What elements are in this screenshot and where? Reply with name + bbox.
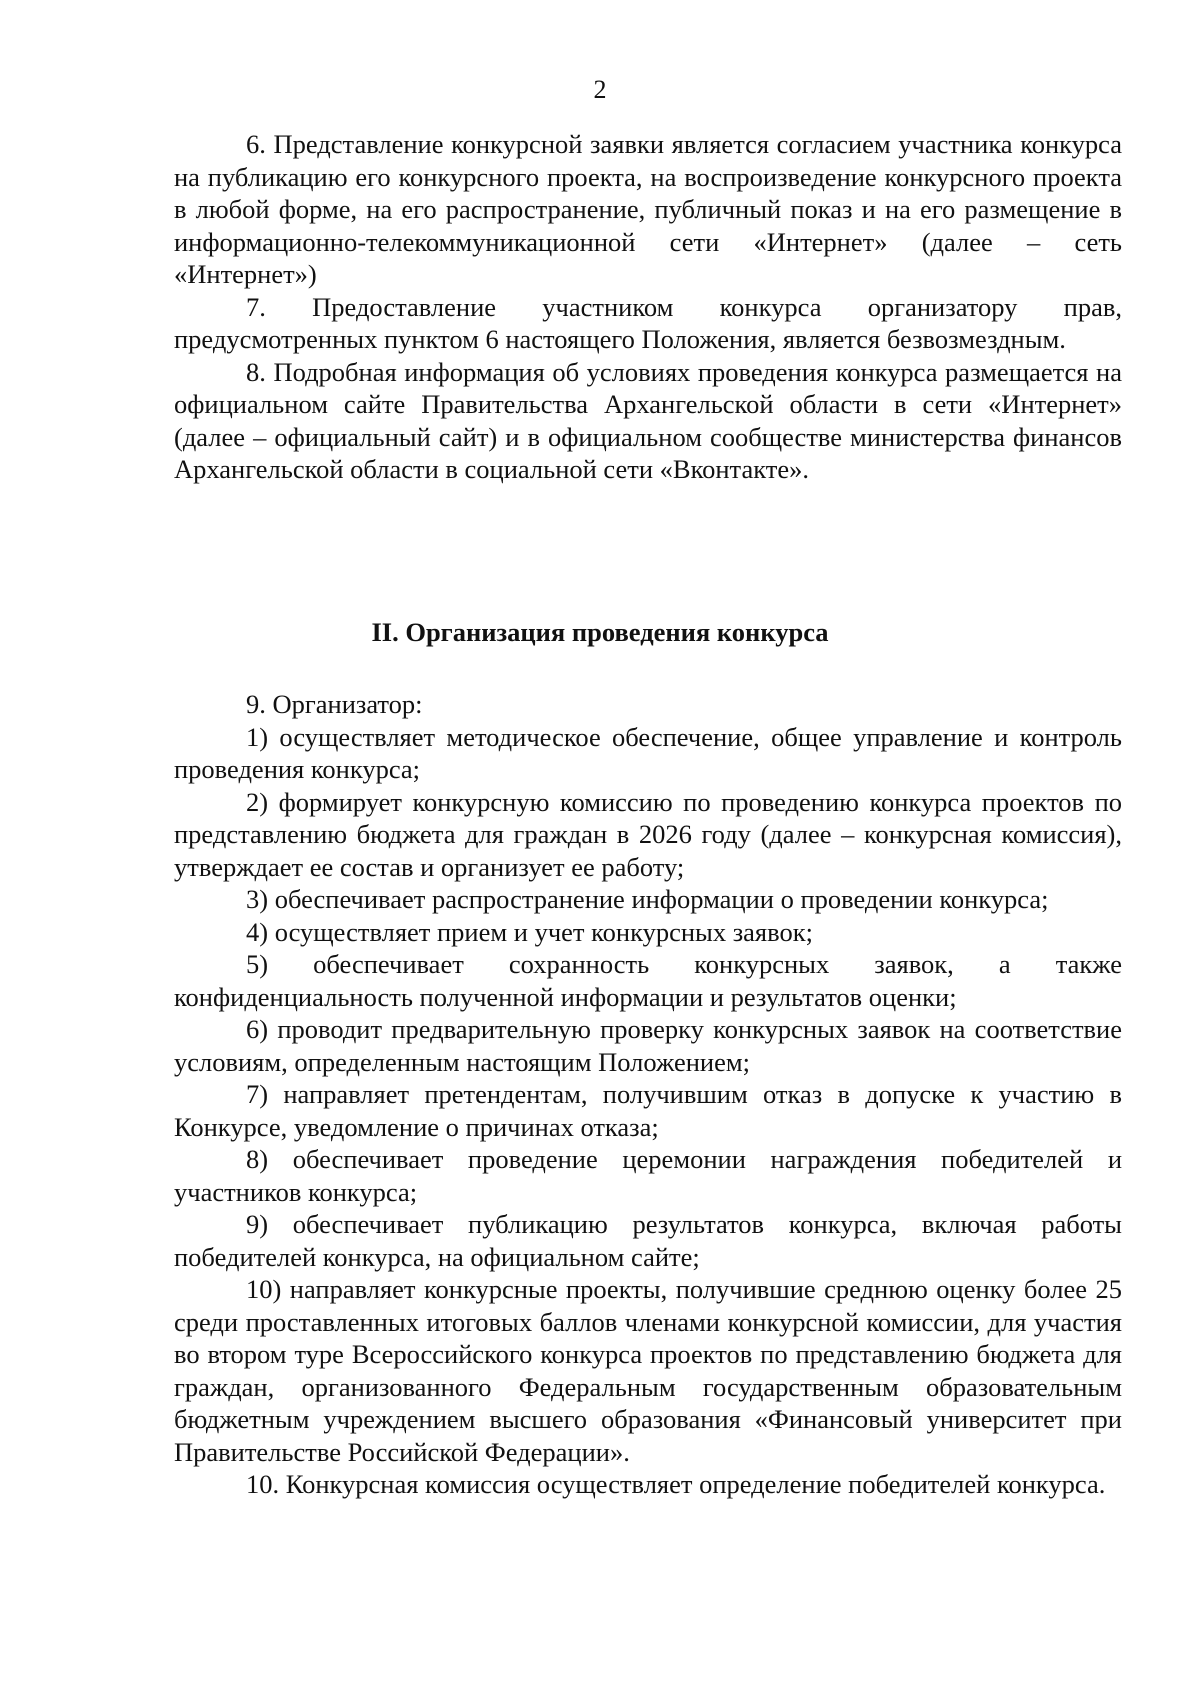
top-section: [174, 128, 1122, 486]
paragraph-9: 9. Организатор:: [246, 689, 423, 719]
list-item-6: 6) проводит предварительную проверку конкурсных заявок на соответствие условиям, определенным настоящим Положением;: [174, 1014, 1122, 1077]
organizer-section: [174, 688, 1122, 1501]
section-heading: II. Организация проведения конкурса: [371, 617, 829, 647]
paragraph-10: 10. Конкурсная комиссия осуществляет определение победителей конкурса.: [246, 1469, 1106, 1499]
list-item-7: 7) направляет претендентам, получившим отказ в допуске к участию в Конкурсе, уведомление о причинах отказа;: [174, 1079, 1122, 1142]
list-item-1: 1) осуществляет методическое обеспечение, общее управление и контроль проведения конкурса;: [174, 721, 1122, 784]
list-item-8: 8) обеспечивает проведение церемонии награждения победителей и участников конкурса;: [174, 1144, 1122, 1207]
list-item-2: 2) формирует конкурсную комиссию по проведению конкурса проектов по представлению бюджета для граждан в 2026 году (далее – конкурсная комиссия), утверждает ее состав и организует ее работу;: [174, 786, 1122, 882]
list-item-4: 4) осуществляет прием и учет конкурсных заявок;: [246, 916, 813, 947]
paragraph-7: 7. Предоставление участником конкурса организатору прав, предусмотренных пунктом 6 настоящего Положения, является безвозмездным.: [174, 291, 1122, 354]
list-item-5: 5) обеспечивает сохранность конкурсных заявок, а также конфиденциальность полученной информации и результатов оценки;: [174, 949, 1122, 1012]
list-item-10: 10) направляет конкурсные проекты, получившие среднюю оценку более 25 среди проставленных итоговых баллов членами конкурсной комиссии, для участия во втором туре Всероссийского конкурса проектов по представлению бюджета для граждан, организованного Федеральным государственным образовательным бюджетным учреждением высшего образования «Финансовый университет при Правительстве Российской Федерации».: [174, 1274, 1122, 1467]
list-item-9: 9) обеспечивает публикацию результатов конкурса, включая работы победителей конкурса, на официальном сайте;: [174, 1209, 1122, 1272]
paragraph-6: 6. Представление конкурсной заявки является согласием участника конкурса на публикацию его конкурсного проекта, на воспроизведение конкурсного проекта в любой форме, на его распространение, публичный показ и на его размещение в информационно-телекоммуникационной сети «Интернет» (далее – сеть «Интернет»): [174, 129, 1122, 289]
page-number: 2: [593, 75, 607, 104]
paragraph-8: 8. Подробная информация об условиях проведения конкурса размещается на официальном сайте Правительства Архангельской области в сети «Интернет» (далее – официальный сайт) и в официальном сообществе министерства финансов Архангельской области в социальной сети «Вконтакте».: [174, 356, 1122, 484]
list-item-3: 3) обеспечивает распространение информации о проведении конкурса;: [246, 884, 1049, 914]
